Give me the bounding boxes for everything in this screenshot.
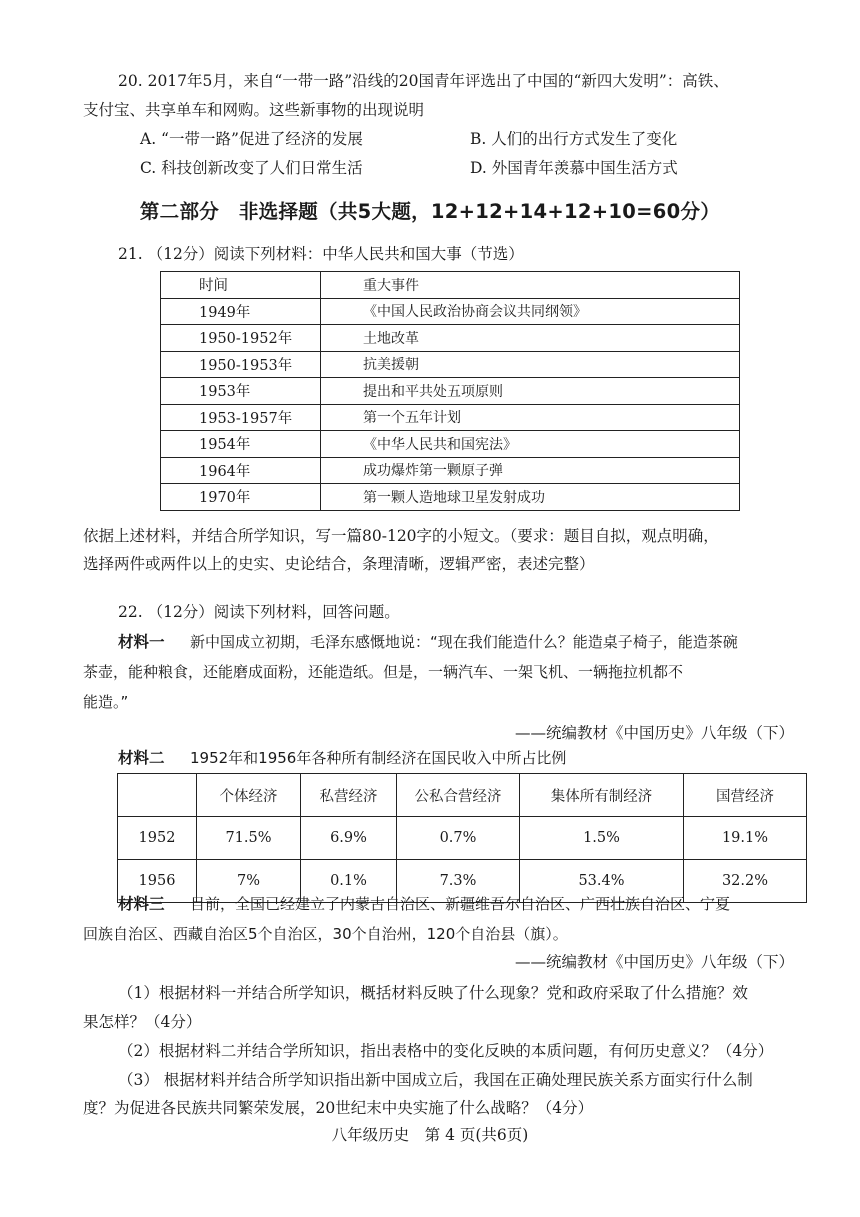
table-cell: 《中国人民政治协商会议共同纲领》 [321,298,740,325]
material1-source: ——统编教材《中国历史》八年级（下） [515,724,795,742]
table-cell: 1950-1952年 [161,325,321,352]
table-cell: 1950-1953年 [161,351,321,378]
material3-line1: 目前，全国已经建立了内蒙古自治区、新疆维吾尔自治区、广西壮族自治区、宁夏 [190,895,731,913]
table-cell: 6.9% [301,817,397,860]
table-cell: 19.1% [684,817,807,860]
table-row [161,298,740,325]
material1-line3: 能造。” [83,693,129,711]
table-header-cell: 私营经济 [301,774,397,817]
q21-requirement-line2: 选择两件或两件以上的史实、史论结合，条理清晰，逻辑严密，表述完整） [83,555,595,573]
q22-stem: 22. （12分）阅读下列材料，回答问题。 [118,603,400,621]
table-row [161,325,740,352]
table-cell: 土地改革 [321,325,740,352]
table-row [161,351,740,378]
page-footer: 八年级历史 第 4 页(共6页) [331,1126,529,1144]
table-header-cell: 国营经济 [684,774,807,817]
table-cell: 53.4% [520,860,684,903]
table-cell: 0.7% [397,817,520,860]
table-header-row [161,272,740,299]
material3-line2: 回族自治区、西藏自治区5个自治区，30个自治州，120个自治县（旗）。 [83,925,568,943]
table-cell: 71.5% [197,817,301,860]
table-header-cell: 个体经济 [197,774,301,817]
q22-subquestion-3-line2: 度？为促进各民族共同繁荣发展，20世纪末中央实施了什么战略？（4分） [83,1099,594,1117]
material2-title: 1952年和1956年各种所有制经济在国民收入中所占比例 [190,749,567,767]
material2-table [117,773,807,903]
table-header-cell: 重大事件 [321,272,740,299]
table-row [161,404,740,431]
table-row [161,378,740,405]
table-header-row [118,774,807,817]
table-cell: 1956 [118,860,197,903]
q20-option-a: A. “一带一路”促进了经济的发展 [140,130,363,148]
table-header-cell: 集体所有制经济 [520,774,684,817]
table-row [161,484,740,511]
material3-source: ——统编教材《中国历史》八年级（下） [515,953,795,971]
q20-option-d: D. 外国青年羡慕中国生活方式 [470,159,678,177]
table-cell: 第一颗人造地球卫星发射成功 [321,484,740,511]
q22-subquestion-3-line1: （3） 根据材料并结合所学知识指出新中国成立后，我国在正确处理民族关系方面实行什么制 [118,1071,753,1089]
table-cell: 1949年 [161,298,321,325]
section-title: 第二部分 非选择题（共5大题，12+12+14+12+10=60分） [139,200,721,223]
q20-option-b: B. 人们的出行方式发生了变化 [470,130,678,148]
table-cell: 0.1% [301,860,397,903]
q21-stem: 21. （12分）阅读下列材料：中华人民共和国大事（节选） [118,245,524,263]
table-cell: 《中华人民共和国宪法》 [321,431,740,458]
table-row [118,817,807,860]
table-cell: 成功爆炸第一颗原子弹 [321,457,740,484]
table-cell: 1970年 [161,484,321,511]
q21-requirement-line1: 依据上述材料，并结合所学知识，写一篇80-120字的小短文。（要求：题目自拟，观点明确， [83,527,719,545]
table-header-cell: 时间 [161,272,321,299]
table-cell: 第一个五年计划 [321,404,740,431]
table-header-cell: 公私合营经济 [397,774,520,817]
table-cell: 提出和平共处五项原则 [321,378,740,405]
material2-label: 材料二 [118,748,165,767]
material1-line2: 茶壶，能种粮食，还能磨成面粉，还能造纸。但是，一辆汽车、一架飞机、一辆拖拉机都不 [83,663,684,681]
q22-subquestion-2: （2）根据材料二并结合学所知识，指出表格中的变化反映的本质问题，有何历史意义？（4分） [118,1042,774,1060]
table-cell: 1953年 [161,378,321,405]
table-header-cell [118,774,197,817]
table-cell: 1952 [118,817,197,860]
material1-label: 材料一 [118,632,165,651]
q20-stem-line2: 支付宝、共享单车和网购。这些新事物的出现说明 [83,101,425,119]
table-cell: 1953-1957年 [161,404,321,431]
q21-events-table [160,271,740,511]
table-cell: 32.2% [684,860,807,903]
table-cell: 1.5% [520,817,684,860]
material3-label: 材料三 [118,894,165,913]
table-cell: 1964年 [161,457,321,484]
table-cell: 1954年 [161,431,321,458]
table-cell: 抗美援朝 [321,351,740,378]
table-row [161,457,740,484]
q20-stem-line1: 20. 2017年5月，来自“一带一路”沿线的20国青年评选出了中国的“新四大发明”：高铁、 [118,72,729,90]
table-row [161,431,740,458]
q20-option-c: C. 科技创新改变了人们日常生活 [140,159,363,177]
material1-line1: 新中国成立初期，毛泽东感慨地说：“现在我们能造什么？能造桌子椅子，能造茶碗 [190,633,738,651]
table-cell: 7% [197,860,301,903]
q22-subquestion-1-line1: （1）根据材料一并结合所学知识，概括材料反映了什么现象？党和政府采取了什么措施？效 [118,984,748,1002]
table-cell: 7.3% [397,860,520,903]
q22-subquestion-1-line2: 果怎样？（4分） [83,1013,202,1031]
